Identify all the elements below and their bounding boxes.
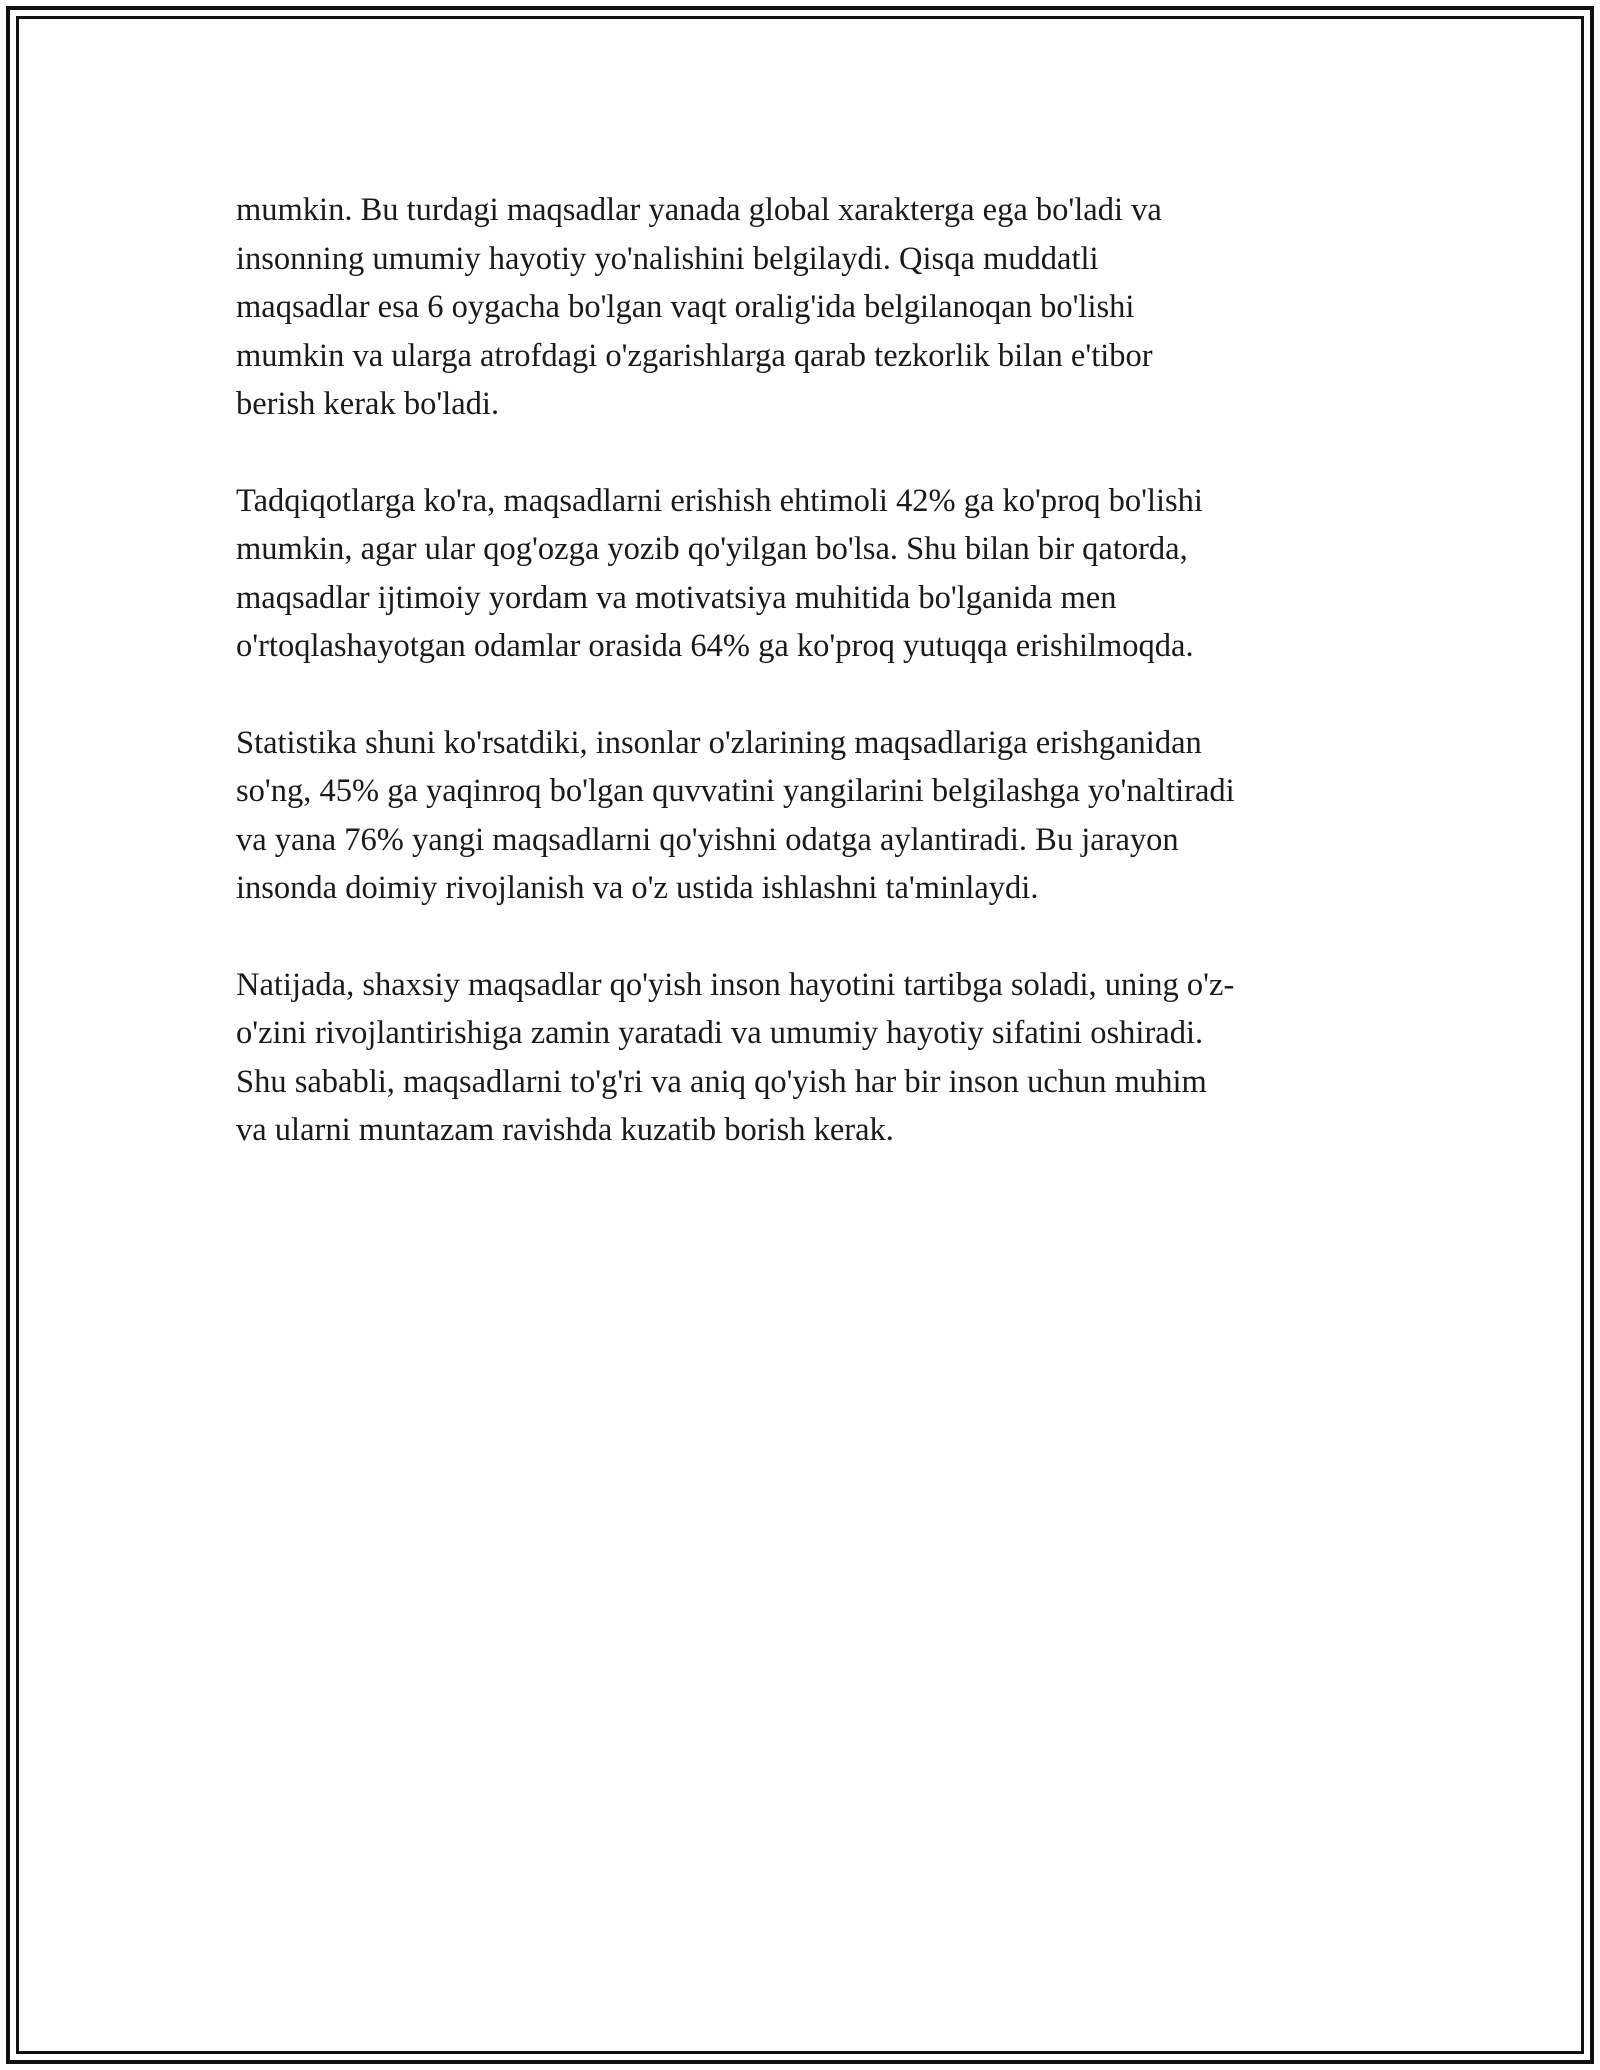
paragraph-1: mumkin. Bu turdagi maqsadlar yanada global xarakterga ega bo'ladi va insonning umumiy hayotiy yo'nalishini belgilaydi. Qisqa muddatli maqsadlar esa 6 oygacha bo'lgan vaqt oralig'ida belgilanoqan bo'lishi mumkin va ularga atrofdagi o'zgarishlarga qarab tezkorlik bilan e'tibor berish kerak bo'ladi. [236,192,1162,422]
paragraph-4: Natijada, shaxsiy maqsadlar qo'yish inson hayotini tartibga soladi, uning o'z- o'zini rivojlantirishiga zamin yaratadi va umumiy hayotiy sifatini oshiradi. Shu sababli, maqsadlarni to'g'ri va aniq qo'yish har bir inson uchun muhim va ularni muntazam ravishda kuzatib borish kerak. [236,966,1235,1148]
paragraph-2: Tadqiqotlarga ko'ra, maqsadlarni erishish ehtimoli 42% ga ko'proq bo'lishi mumkin, agar ular qog'ozga yozib qo'yilgan bo'lsa. Shu bilan bir qatorda, maqsadlar ijtimoiy yordam va motivatsiya muhitida bo'lganida men o'rtoqlashayotgan odamlar orasida 64% ga ko'proq yutuqqa erishilmoqda. [236,482,1203,664]
document-body [236,186,1366,1203]
paragraph-3: Statistika shuni ko'rsatdiki, insonlar o'zlarining maqsadlariga erishganidan so'ng, 45% ga yaqinroq bo'lgan quvvatini yangilarini belgilashga yo'naltiradi va yana 76% yangi maqsadlarni qo'yishni odatga aylantiradi. Bu jarayon insonda doimiy rivojlanish va o'z ustida ishlashni ta'minlaydi. [236,724,1235,906]
